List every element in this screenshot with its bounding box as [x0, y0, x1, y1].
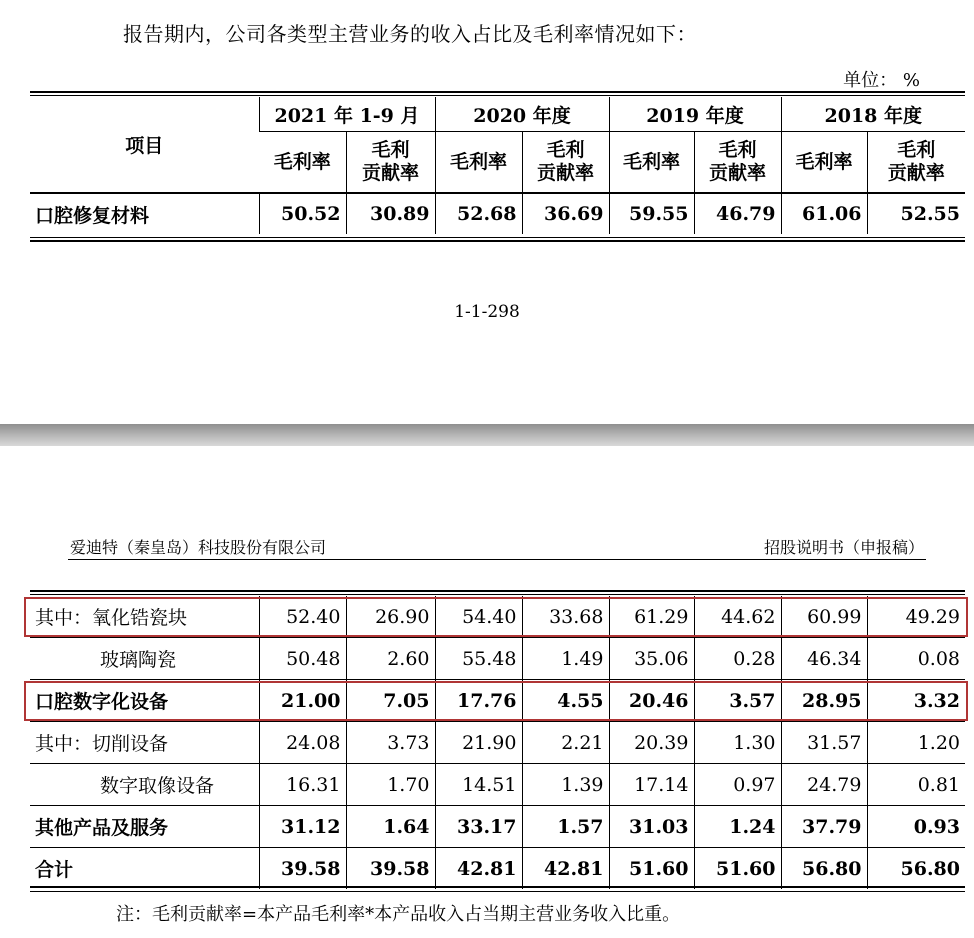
cell-gross-margin: 31.57	[781, 722, 867, 764]
header-gross-margin	[781, 132, 867, 194]
header-label-line: 毛利率	[273, 150, 331, 173]
table-bottom-rule	[30, 891, 965, 892]
page-number: 1-1-298	[454, 302, 520, 322]
running-header-rule	[68, 559, 926, 560]
table-top-rule	[30, 590, 965, 592]
cell-gross-margin: 39.58	[259, 848, 346, 890]
table-row	[30, 806, 965, 848]
cell-margin-contribution: 0.08	[867, 638, 965, 680]
cell-gross-margin: 17.76	[435, 680, 522, 722]
header-period: 2021 年 1-9 月	[259, 97, 435, 132]
cell-margin-contribution: 2.21	[522, 722, 609, 764]
row-label: 口腔数字化设备	[30, 680, 259, 722]
cell-gross-margin: 35.06	[609, 638, 694, 680]
cell-margin-contribution: 33.68	[522, 596, 609, 638]
cell-gross-margin: 50.52	[259, 193, 346, 234]
cell-gross-margin: 46.34	[781, 638, 867, 680]
table-bottom-rule-thick	[30, 886, 965, 888]
cell-margin-contribution: 1.39	[522, 764, 609, 806]
cell-margin-contribution: 1.24	[694, 806, 781, 848]
header-margin-contribution	[522, 132, 609, 194]
header-item: 项目	[125, 135, 164, 157]
header-label-line: 毛利	[897, 139, 936, 161]
header-label-line: 毛利率	[795, 150, 853, 173]
cell-margin-contribution: 7.05	[346, 680, 435, 722]
table-row	[30, 722, 965, 764]
cell-margin-contribution: 0.81	[867, 764, 965, 806]
highlight-box-digital-equipment	[24, 681, 968, 721]
cell-gross-margin: 50.48	[259, 638, 346, 680]
cell-gross-margin: 31.03	[609, 806, 694, 848]
cell-gross-margin: 52.68	[435, 193, 522, 234]
header-margin-contribution	[694, 132, 781, 194]
cell-gross-margin: 52.40	[259, 596, 346, 638]
header-label-line: 贡献率	[361, 162, 419, 184]
cell-margin-contribution: 0.28	[694, 638, 781, 680]
header-period: 2020 年度	[435, 97, 609, 132]
cell-margin-contribution: 1.30	[694, 722, 781, 764]
cell-margin-contribution: 1.64	[346, 806, 435, 848]
cell-margin-contribution: 42.81	[522, 848, 609, 890]
header-gross-margin	[435, 132, 522, 194]
row-label: 其他产品及服务	[30, 806, 259, 848]
cell-gross-margin: 54.40	[435, 596, 522, 638]
cell-margin-contribution: 3.73	[346, 722, 435, 764]
row-label: 数字取像设备	[30, 764, 259, 806]
table-row	[30, 764, 965, 806]
cell-margin-contribution: 1.49	[522, 638, 609, 680]
cell-gross-margin: 56.80	[781, 848, 867, 890]
cell-margin-contribution: 0.97	[694, 764, 781, 806]
cell-margin-contribution: 46.79	[694, 193, 781, 234]
cell-gross-margin: 24.79	[781, 764, 867, 806]
cell-margin-contribution: 49.29	[867, 596, 965, 638]
row-label: 合计	[30, 848, 259, 890]
table-bottom-rule-thick	[30, 240, 965, 242]
cell-margin-contribution: 3.32	[867, 680, 965, 722]
cell-margin-contribution: 26.90	[346, 596, 435, 638]
cell-gross-margin: 37.79	[781, 806, 867, 848]
cell-gross-margin: 61.29	[609, 596, 694, 638]
cell-gross-margin: 20.39	[609, 722, 694, 764]
table-row	[30, 193, 965, 234]
company-header: 爱迪特（秦皇岛）科技股份有限公司	[70, 538, 327, 557]
cell-gross-margin: 51.60	[609, 848, 694, 890]
cell-margin-contribution: 1.57	[522, 806, 609, 848]
cell-margin-contribution: 36.69	[522, 193, 609, 234]
table-bottom-rule	[30, 237, 965, 238]
cell-margin-contribution: 51.60	[694, 848, 781, 890]
header-label-line: 贡献率	[536, 162, 594, 184]
cell-margin-contribution: 4.55	[522, 680, 609, 722]
row-label: 其中：切削设备	[30, 722, 259, 764]
cell-margin-contribution: 3.57	[694, 680, 781, 722]
row-label: 口腔修复材料	[30, 193, 259, 234]
cell-gross-margin: 16.31	[259, 764, 346, 806]
highlight-box-zirconia	[24, 597, 968, 637]
cell-gross-margin: 31.12	[259, 806, 346, 848]
header-period: 2018 年度	[781, 97, 965, 132]
cell-margin-contribution: 56.80	[867, 848, 965, 890]
header-gross-margin	[609, 132, 694, 194]
margin-table-header	[30, 97, 965, 234]
page-separator	[0, 424, 974, 446]
header-gross-margin	[259, 132, 346, 194]
header-label-line: 毛利率	[622, 150, 680, 173]
header-label-line: 毛利	[371, 139, 410, 161]
cell-gross-margin: 21.90	[435, 722, 522, 764]
cell-gross-margin: 24.08	[259, 722, 346, 764]
cell-margin-contribution: 1.20	[867, 722, 965, 764]
cell-margin-contribution: 2.60	[346, 638, 435, 680]
table-row	[30, 848, 965, 890]
unit-label: 单位： %	[843, 70, 920, 91]
cell-gross-margin: 14.51	[435, 764, 522, 806]
row-label: 玻璃陶瓷	[30, 638, 259, 680]
cell-gross-margin: 28.95	[781, 680, 867, 722]
footnote: 注：毛利贡献率=本产品毛利率*本产品收入占当期主营业务收入比重。	[116, 904, 681, 925]
cell-gross-margin: 20.46	[609, 680, 694, 722]
header-margin-contribution	[867, 132, 965, 194]
cell-margin-contribution: 1.70	[346, 764, 435, 806]
cell-margin-contribution: 39.58	[346, 848, 435, 890]
table-top-rule	[30, 91, 965, 93]
cell-gross-margin: 59.55	[609, 193, 694, 234]
document-header: 招股说明书（申报稿）	[763, 538, 924, 557]
table-top-rule-thin	[30, 95, 965, 96]
header-label-line: 贡献率	[887, 162, 945, 184]
cell-margin-contribution: 30.89	[346, 193, 435, 234]
cell-margin-contribution: 0.93	[867, 806, 965, 848]
intro-paragraph: 报告期内，公司各类型主营业务的收入占比及毛利率情况如下：	[123, 22, 697, 46]
cell-gross-margin: 61.06	[781, 193, 867, 234]
header-period: 2019 年度	[609, 97, 781, 132]
table-row	[30, 638, 965, 680]
cell-margin-contribution: 52.55	[867, 193, 965, 234]
cell-gross-margin: 42.81	[435, 848, 522, 890]
header-margin-contribution	[346, 132, 435, 194]
table-top-rule-thin	[30, 594, 965, 595]
cell-gross-margin: 17.14	[609, 764, 694, 806]
cell-gross-margin: 21.00	[259, 680, 346, 722]
header-label-line: 毛利	[546, 139, 585, 161]
margin-table-continued	[30, 596, 965, 889]
header-label-line: 贡献率	[708, 162, 766, 184]
row-label: 其中：氧化锆瓷块	[35, 607, 188, 629]
cell-margin-contribution: 44.62	[694, 596, 781, 638]
cell-gross-margin: 60.99	[781, 596, 867, 638]
cell-gross-margin: 33.17	[435, 806, 522, 848]
header-label-line: 毛利率	[449, 150, 507, 173]
header-label-line: 毛利	[718, 139, 757, 161]
cell-gross-margin: 55.48	[435, 638, 522, 680]
